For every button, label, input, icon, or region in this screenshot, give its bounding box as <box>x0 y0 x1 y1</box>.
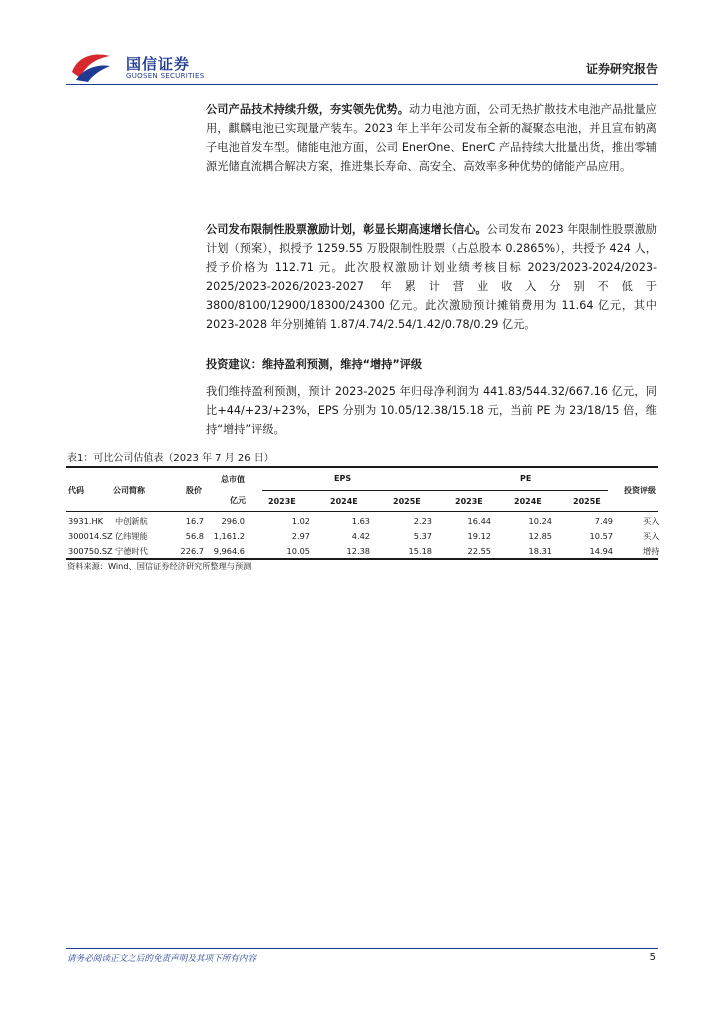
col-header-pe: PE <box>520 474 532 483</box>
table-cell-code: 300014.SZ <box>68 531 113 541</box>
col-header-pe-2023: 2023E <box>455 497 483 506</box>
table-cell-price: 16.7 <box>185 516 204 526</box>
paragraph-stock-incentive <box>206 220 657 334</box>
table-cell-name: 宁德时代 <box>115 546 148 556</box>
col-header-rating: 投资评级 <box>624 486 656 495</box>
table-caption: 表1：可比公司估值表（2023 年 7 月 26 日） <box>67 453 274 464</box>
footer-divider <box>66 948 658 949</box>
table-cell-pe-2025: 10.57 <box>589 531 613 541</box>
eps-group-rule <box>262 490 458 491</box>
table-cell-pe-2025: 7.49 <box>594 516 613 526</box>
investment-title: 投资建议：维持盈利预测，维持“增持”评级 <box>206 358 423 371</box>
paragraph-product-tech <box>206 100 657 176</box>
pe-group-rule <box>458 490 608 491</box>
col-header-mktcap-unit: 亿元 <box>230 496 246 505</box>
col-header-eps-2025: 2025E <box>393 497 421 506</box>
table-cell-pe-2023: 16.44 <box>467 516 491 526</box>
table-bottom-rule <box>66 558 658 560</box>
table-cell-pe-2024: 10.24 <box>528 516 552 526</box>
investment-body: 我们维持盈利预测，预计 2023-2025 年归母净利润为 441.83/544.32/667.16 亿元，同比+44/+23/+23%，EPS 分别为 10.05/12.38/15.18 元，当前 PE 为 23/18/15 倍，维持“增持”评级。 <box>206 385 657 436</box>
table-cell-mktcap: 9,964.6 <box>213 546 245 556</box>
table-header-rule <box>66 511 658 512</box>
col-header-code: 代码 <box>68 486 84 495</box>
table-cell-pe-2023: 22.55 <box>467 546 491 556</box>
paragraph-lead: 公司发布限制性股票激励计划，彰显长期高速增长信心。 <box>206 223 487 236</box>
col-header-pe-2024: 2024E <box>514 497 542 506</box>
table-cell-code: 300750.SZ <box>68 546 113 556</box>
table-cell-eps-2024: 4.42 <box>351 531 370 541</box>
table-cell-eps-2025: 15.18 <box>408 546 432 556</box>
table-top-rule <box>66 466 658 468</box>
col-header-eps: EPS <box>334 474 352 483</box>
paragraph-body: 动力电池方面，公司无热扩散技术电池产品批量应用，麒麟电池已实现量产装车。2023 年上半年公司发布全新的凝聚态电池，并且宣布钠离子电池首发车型。储能电池方面，公司 EnerOne、EnerC 产品持续大批量出货，推出零辅源光储直流耦合解决方案，推进集长寿命、高安全、高效率多种优势的储能产品应用。 <box>206 103 657 173</box>
guosen-logo-icon <box>70 50 112 84</box>
table-cell-price: 56.8 <box>185 531 204 541</box>
footer-disclaimer: 请务必阅读正文之后的免责声明及其项下所有内容 <box>67 954 257 964</box>
table-source-note: 资料来源：Wind、国信证券经济研究所整理与预测 <box>67 561 252 571</box>
table-cell-pe-2024: 12.85 <box>528 531 552 541</box>
header-divider <box>66 84 658 85</box>
table-cell-rating: 增持 <box>643 546 660 556</box>
table-cell-name: 亿纬锂能 <box>115 531 148 541</box>
table-cell-eps-2024: 12.38 <box>346 546 370 556</box>
table-cell-code: 3931.HK <box>68 516 103 526</box>
table-cell-eps-2025: 2.23 <box>413 516 432 526</box>
page-number: 5 <box>649 952 656 963</box>
col-header-mktcap: 总市值 <box>221 475 245 484</box>
paragraph-body: 公司发布 2023 年限制性股票激励计划（预案），拟授予 1259.55 万股限制性股票（占总股本 0.2865%），共授予 424 人，授予价格为 112.71 元。此次股权激励计划业绩考核目标 2023/2023-2024/2023-2025/2023-2026/2023-2027 年累计营业收入分别不低于 3800/8100/12900/18300/24300 亿元。此次激励预计摊销费用为 11.64 亿元，其中 2023-2028 年分别摊销 1.87/4.74/2.54/1.42/0.78/0.29 亿元。 <box>206 223 657 331</box>
col-header-eps-2023: 2023E <box>268 497 296 506</box>
col-header-price: 股价 <box>186 486 202 495</box>
table-cell-price: 226.7 <box>180 546 204 556</box>
col-header-name: 公司简称 <box>113 486 145 495</box>
table-cell-mktcap: 296.0 <box>221 516 245 526</box>
table-cell-eps-2025: 5.37 <box>413 531 432 541</box>
table-cell-pe-2025: 14.94 <box>589 546 613 556</box>
logo-english-name: GUOSEN SECURITIES <box>126 72 205 80</box>
paragraph-lead: 公司产品技术持续升级，夯实领先优势。 <box>206 103 409 116</box>
table-cell-eps-2023: 10.05 <box>286 546 310 556</box>
table-cell-mktcap: 1,161.2 <box>213 531 245 541</box>
table-cell-eps-2024: 1.63 <box>351 516 370 526</box>
col-header-pe-2025: 2025E <box>573 497 601 506</box>
logo-chinese-name: 国信证券 <box>126 55 191 73</box>
table-cell-name: 中创新航 <box>115 516 148 526</box>
report-type-label: 证券研究报告 <box>585 62 658 76</box>
table-cell-rating: 买入 <box>643 516 660 526</box>
table-cell-pe-2024: 18.31 <box>528 546 552 556</box>
table-cell-pe-2023: 19.12 <box>467 531 491 541</box>
table-cell-eps-2023: 1.02 <box>291 516 310 526</box>
col-header-eps-2024: 2024E <box>330 497 358 506</box>
table-cell-rating: 买入 <box>643 531 660 541</box>
table-cell-eps-2023: 2.97 <box>291 531 310 541</box>
page-header <box>70 50 658 84</box>
